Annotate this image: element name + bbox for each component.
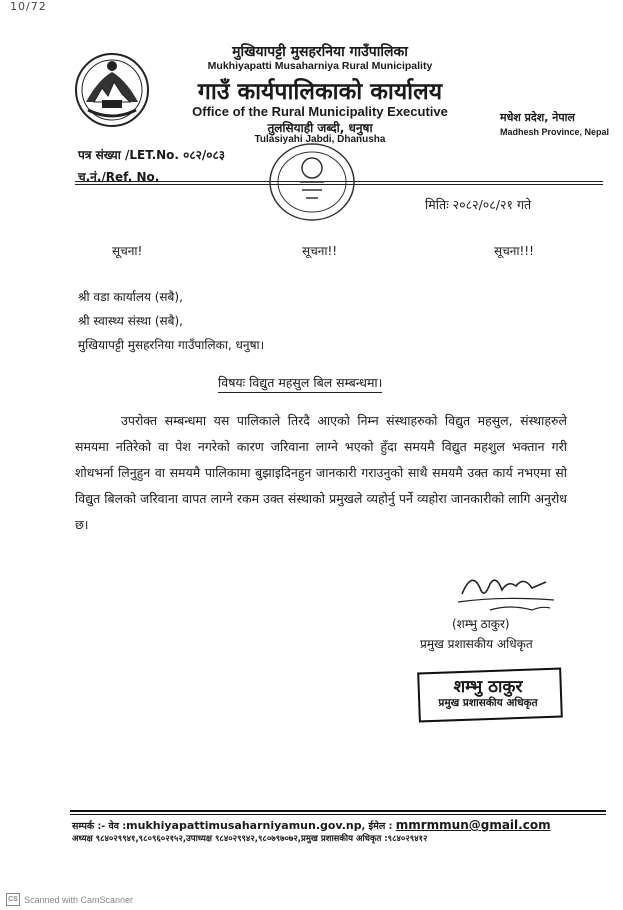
province-nepali: मधेश प्रदेश, नेपाल — [500, 111, 575, 124]
office-title-nepali: गाउँ कार्यपालिकाको कार्यालय — [197, 79, 443, 105]
address-english: Tulasiyahi Jabdi, Dhanusha — [254, 134, 386, 145]
government-emblem-icon — [72, 50, 152, 130]
notice-label-3: सूचना!!! — [494, 244, 534, 258]
municipality-name-nepali: मुखियापट्टी मुसहरनिया गाउँपालिका — [232, 44, 408, 60]
office-stamp-icon — [262, 138, 360, 228]
seal-title: प्रमुख प्रशासकीय अधिकृत — [438, 697, 538, 709]
camscanner-text: Scanned with CamScanner — [24, 894, 134, 905]
office-title-english: Office of the Rural Municipality Executive — [192, 104, 448, 119]
seal-name: शम्भु ठाकुर — [453, 677, 523, 697]
recipient-3: मुखियापट्टी मुसहरनिया गाउँपालिका, धनुषा। — [78, 338, 265, 352]
footer-divider — [70, 810, 606, 812]
municipality-name-english: Mukhiyapatti Musaharniya Rural Municipality — [207, 60, 433, 72]
camscanner-watermark — [6, 893, 133, 906]
footer-phones: अध्यक्ष ९८४०२९९४१,९८०९६०२१५२,उपाध्यक्ष ९८४०२९९४२,९८०७९७०७२,प्रमुख प्रशासकीय अधिकृत :९८४०२९४१२ — [72, 834, 428, 844]
email-link[interactable]: mmrmmun@gmail.com — [395, 818, 551, 832]
address-nepali: तुलसियाही जब्दी, धनुषा — [267, 121, 373, 135]
notice-label-2: सूचना!! — [302, 244, 338, 258]
recipient-1: श्री वडा कार्यालय (सबै), — [78, 290, 183, 304]
reference-number: च.नं./Ref. No. — [78, 170, 160, 184]
signatory-name: (शम्भु ठाकुर) — [452, 617, 510, 631]
website-link[interactable]: mukhiyapattimusaharniyamun.gov.np — [126, 819, 362, 832]
signature-icon — [450, 566, 560, 616]
camscanner-logo-icon: CS — [6, 893, 20, 906]
recipient-2: श्री स्वास्थ्य संस्था (सबै), — [78, 314, 183, 328]
signatory-title: प्रमुख प्रशासकीय अधिकृत — [420, 637, 533, 651]
contact-prefix: सम्पर्क :- वेव : — [72, 821, 127, 832]
footer-divider-thin — [70, 814, 606, 815]
letter-body-text: उपरोक्त सम्बन्धमा यस पालिकाले तिरदै आएको निम्न संस्थाहरुको विद्युत महसुल, संस्थाहरुले समयमा नतिरेको वा पेश नगरेको कारण जरिवाना लाग्ने भएको हुँदा समयमै विद्युत महशुल भक्तान गरी शोधभर्ना लिनुहुन वा समयमै पालिकामा बुझाइदिनहुन जानकारी गराउनुको साथै समयमै उक्त कार्य नभएमा सो विद्युत बिलको जरिवाना वापत लाग्ने रकम उक्त संस्थाको प्रमुखले व्यहोर्नु पर्ने व्यहोरा जानकारीको लागि अनुरोध छ। — [75, 413, 567, 532]
letter-subject: विषयः विद्युत महसुल बिल सम्बन्धमा। — [218, 374, 382, 393]
letter-body — [75, 408, 567, 538]
letter-date: मितिः २०८२/०८/२१ गते — [425, 197, 532, 212]
footer-contact — [72, 818, 612, 832]
email-prefix: , ईमेल : — [361, 821, 393, 832]
top-cut-text: 10/72 — [10, 0, 47, 13]
notice-label-1: सूचना! — [112, 244, 143, 258]
province-english: Madhesh Province, Nepal — [500, 127, 610, 137]
letter-number: पत्र संख्या /LET.No. ०८२/०८३ — [78, 148, 225, 162]
